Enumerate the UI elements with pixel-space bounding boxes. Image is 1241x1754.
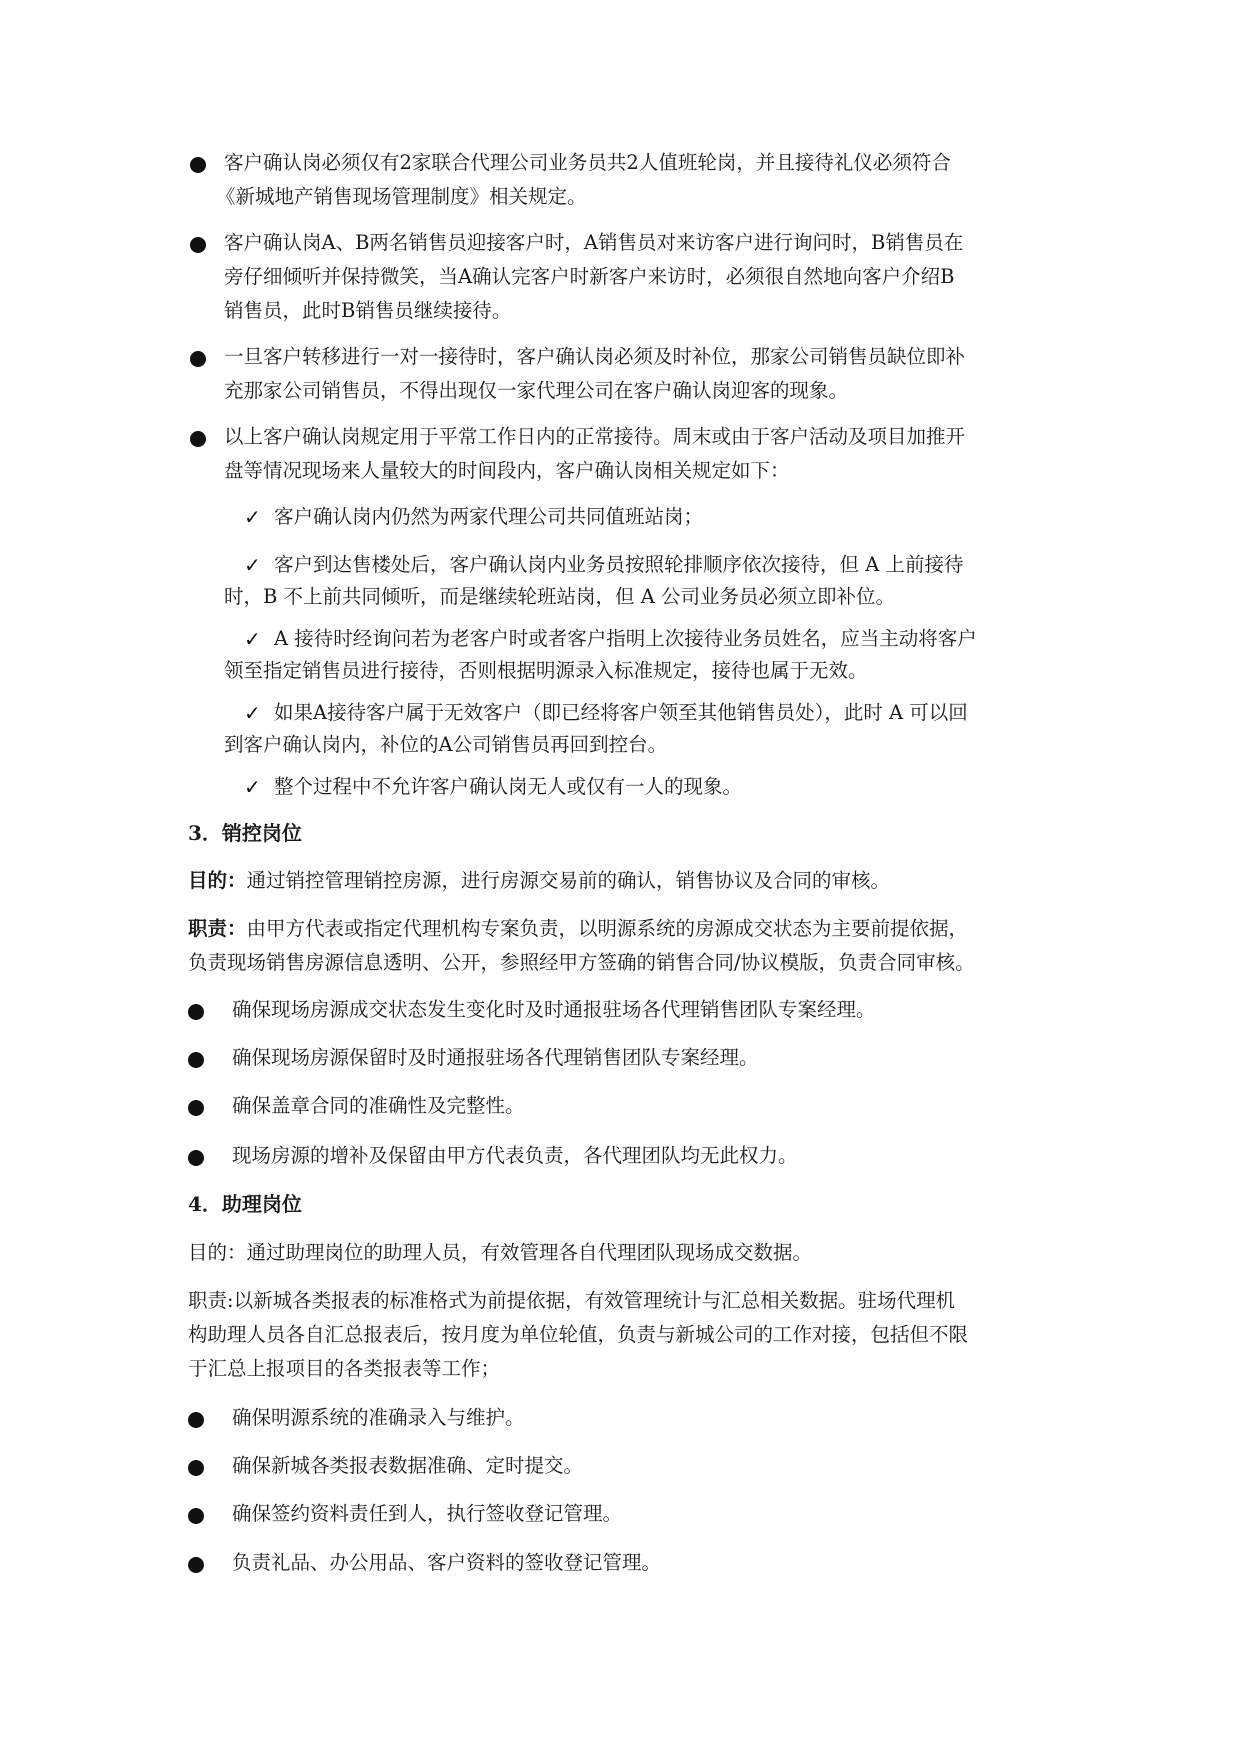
check-icon: ✓ [244, 627, 261, 651]
purpose-text: 通过销控管理销控房源，进行房源交易前的确认，销售协议及合同的审核。 [246, 869, 891, 892]
bullet-icon [188, 1508, 204, 1524]
purpose-line: 目的：通过助理岗位的助理人员，有效管理各自代理团队现场成交数据。 [188, 1241, 813, 1264]
paragraph-line: 于汇总上报项目的各类报表等工作； [188, 1357, 501, 1380]
list-item: 确保盖章合同的准确性及完整性。 [232, 1094, 525, 1117]
duty-line [188, 914, 968, 944]
paragraph-line: 客户到达售楼处后，客户确认岗内业务员按照轮排顺序依次接待，但 A 上前接待 [274, 553, 964, 576]
paragraph-line: 旁仔细倾听并保持微笑，当A确认完客户时新客户来访时，必须很自然地向客户介绍B [224, 265, 955, 288]
list-item: 负责礼品、办公用品、客户资料的签收登记管理。 [232, 1551, 662, 1574]
paragraph-line: 整个过程中不允许客户确认岗无人或仅有一人的现象。 [274, 775, 743, 798]
paragraph-line: 以上客户确认岗规定用于平常工作日内的正常接待。周末或由于客户活动及项目加推开 [224, 425, 966, 448]
bullet-icon [188, 1100, 204, 1116]
paragraph-line: 客户确认岗内仍然为两家代理公司共同值班站岗； [274, 505, 704, 528]
list-item: 确保明源系统的准确录入与维护。 [232, 1406, 525, 1429]
paragraph-line: 职责:以新城各类报表的标准格式为前提依据，有效管理统计与汇总相关数据。驻场代理机 [188, 1289, 956, 1312]
paragraph-line: 一旦客户转移进行一对一接待时，客户确认岗必须及时补位，那家公司销售员缺位即补 [224, 345, 966, 368]
bullet-icon [188, 1557, 204, 1573]
paragraph-line: 客户确认岗A、B两名销售员迎接客户时，A销售员对来访客户进行询问时，B销售员在 [224, 231, 964, 254]
bullet-icon [190, 237, 206, 253]
bullet-icon [188, 1004, 204, 1020]
list-item: 确保现场房源成交状态发生变化时及时通报驻场各代理销售团队专案经理。 [232, 998, 876, 1021]
check-icon: ✓ [244, 553, 261, 577]
paragraph-line: 客户确认岗必须仅有2家联合代理公司业务员共2人值班轮岗，并且接待礼仪必须符合 [224, 151, 951, 174]
list-item: 确保现场房源保留时及时通报驻场各代理销售团队专案经理。 [232, 1046, 759, 1069]
paragraph-line: 充那家公司销售员，不得出现仅一家代理公司在客户确认岗迎客的现象。 [224, 379, 849, 402]
check-icon: ✓ [244, 701, 261, 725]
bullet-icon [188, 1460, 204, 1476]
check-icon: ✓ [244, 505, 261, 529]
paragraph-line: 领至指定销售员进行接待，否则根据明源录入标准规定，接待也属于无效。 [224, 659, 868, 682]
paragraph-line: A 接待时经询问若为老客户时或者客户指明上次接待业务员姓名，应当主动将客户 [274, 627, 977, 650]
bullet-icon [188, 1412, 204, 1428]
paragraph-line: 《新城地产销售现场管理制度》相关规定。 [216, 185, 587, 208]
bullet-icon [188, 1150, 204, 1166]
bullet-icon [188, 1052, 204, 1068]
paragraph-line: 负责现场销售房源信息透明、公开，参照经甲方签确的销售合同/协议模版，负责合同审核。 [188, 951, 975, 974]
purpose-line [188, 866, 890, 896]
bullet-icon [190, 431, 206, 447]
section-heading: 3．销控岗位 [188, 821, 302, 845]
list-item: 现场房源的增补及保留由甲方代表负责，各代理团队均无此权力。 [232, 1144, 798, 1167]
bullet-icon [190, 351, 206, 367]
check-icon: ✓ [244, 775, 261, 799]
list-item: 确保新城各类报表数据准确、定时提交。 [232, 1454, 584, 1477]
duty-text: 由甲方代表或指定代理机构专案负责，以明源系统的房源成交状态为主要前提依据， [246, 917, 969, 940]
paragraph-line: 盘等情况现场来人量较大的时间段内，客户确认岗相关规定如下： [224, 459, 790, 482]
paragraph-line: 销售员，此时B销售员继续接待。 [224, 299, 512, 322]
paragraph-line: 构助理人员各自汇总报表后，按月度为单位轮值，负责与新城公司的工作对接，包括但不限 [188, 1323, 969, 1346]
purpose-label: 目的： [188, 869, 247, 892]
list-item: 确保签约资料责任到人，执行签收登记管理。 [232, 1502, 623, 1525]
paragraph-line: 时，B 不上前共同倾听，而是继续轮班站岗，但 A 公司业务员必须立即补位。 [224, 585, 896, 608]
duty-label: 职责： [188, 917, 247, 940]
paragraph-line: 如果A接待客户属于无效客户（即已经将客户领至其他销售员处），此时 A 可以回 [274, 701, 968, 724]
paragraph-line: 到客户确认岗内，补位的A公司销售员再回到控台。 [224, 733, 668, 756]
section-heading: 4．助理岗位 [188, 1192, 302, 1216]
bullet-icon [190, 157, 206, 173]
